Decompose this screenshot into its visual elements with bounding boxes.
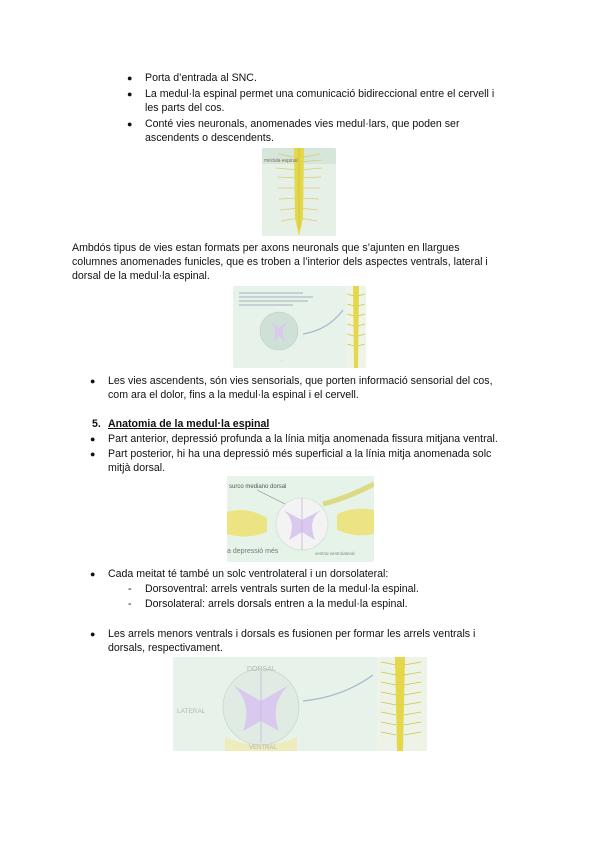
cross-section-illustration: [233, 286, 366, 368]
text-line: dorsals, respectivament.: [108, 642, 223, 654]
figure-label: a depressió més: [227, 548, 279, 555]
text-line: Dorsoventral: arrels ventrals surten de la medul·la espinal.: [145, 583, 419, 595]
text-line: Cada meitat té també un solc ventrolateral i un dorsolateral:: [108, 568, 389, 580]
dorsal-sulcus-figure: [227, 476, 374, 562]
text-line: Conté vies neuronals, anomenades vies medul·lars, que poden ser: [145, 118, 460, 130]
text-line: Part posterior, hi ha una depressió més superficial a la línia mitja anomenada solc: [108, 448, 492, 460]
text-line: La medul·la espinal permet una comunicació bidireccional entre el cervell i: [145, 88, 495, 100]
spinal-cord-figure: [262, 148, 336, 236]
bullet-marker: ●: [90, 569, 96, 579]
text-line: Part anterior, depressió profunda a la línia mitja anomenada fissura mitjana ventral.: [108, 433, 498, 445]
bullet-marker: ●: [90, 434, 96, 444]
section-title: Anatomia de la medul·la espinal: [108, 418, 270, 430]
text-line: ascendents o descendents.: [145, 132, 274, 144]
text-line: les parts del cos.: [145, 102, 225, 114]
bullet-marker: ●: [127, 73, 133, 83]
text-line: Les vies ascendents, són vies sensorials, que porten informació sensorial del cos,: [108, 375, 493, 387]
bullet-marker: ●: [90, 449, 96, 459]
text-line: Porta d’entrada al SNC.: [145, 72, 257, 84]
svg-text:· · ·: · · ·: [277, 358, 284, 363]
section-number: 5.: [92, 418, 101, 430]
figure-label: DORSAL: [247, 666, 276, 673]
regions-illustration: [173, 657, 427, 751]
spinal-cross-section-figure: [233, 286, 366, 368]
text-line: Les arrels menors ventrals i dorsals es fusionen per formar les arrels ventrals i: [108, 628, 476, 640]
dash-marker: -: [128, 583, 132, 595]
bullet-marker: ●: [127, 89, 133, 99]
depression-illustration: [227, 476, 374, 562]
figure-label: ventral ventrolateral: [315, 551, 355, 556]
text-line: Dorsolateral: arrels dorsals entren a la medul·la espinal.: [145, 598, 408, 610]
spinal-regions-figure: [173, 657, 427, 751]
bullet-marker: ●: [127, 119, 133, 129]
text-line: columnes anomenades funicles, que es troben a l’interior dels aspectes ventrals, lateral i: [72, 256, 488, 268]
bullet-marker: ●: [90, 629, 96, 639]
spinal-cord-illustration: [262, 148, 336, 236]
figure-label: médula espinal: [264, 158, 298, 164]
text-line: mitjà dorsal.: [108, 462, 166, 474]
figure-label: LATERAL: [177, 708, 206, 715]
text-line: Ambdós tipus de vies estan formats per axons neuronals que s’ajunten en llargues: [72, 242, 460, 254]
bullet-marker: ●: [90, 376, 96, 386]
dash-marker: -: [128, 598, 132, 610]
figure-label: surco mediano dorsal: [229, 484, 287, 490]
text-line: com ara el dolor, fins a la medul·la espinal i el cervell.: [108, 389, 359, 401]
figure-label: VENTRAL: [249, 745, 277, 751]
text-line: dorsal de la medul·la espinal.: [72, 270, 210, 282]
